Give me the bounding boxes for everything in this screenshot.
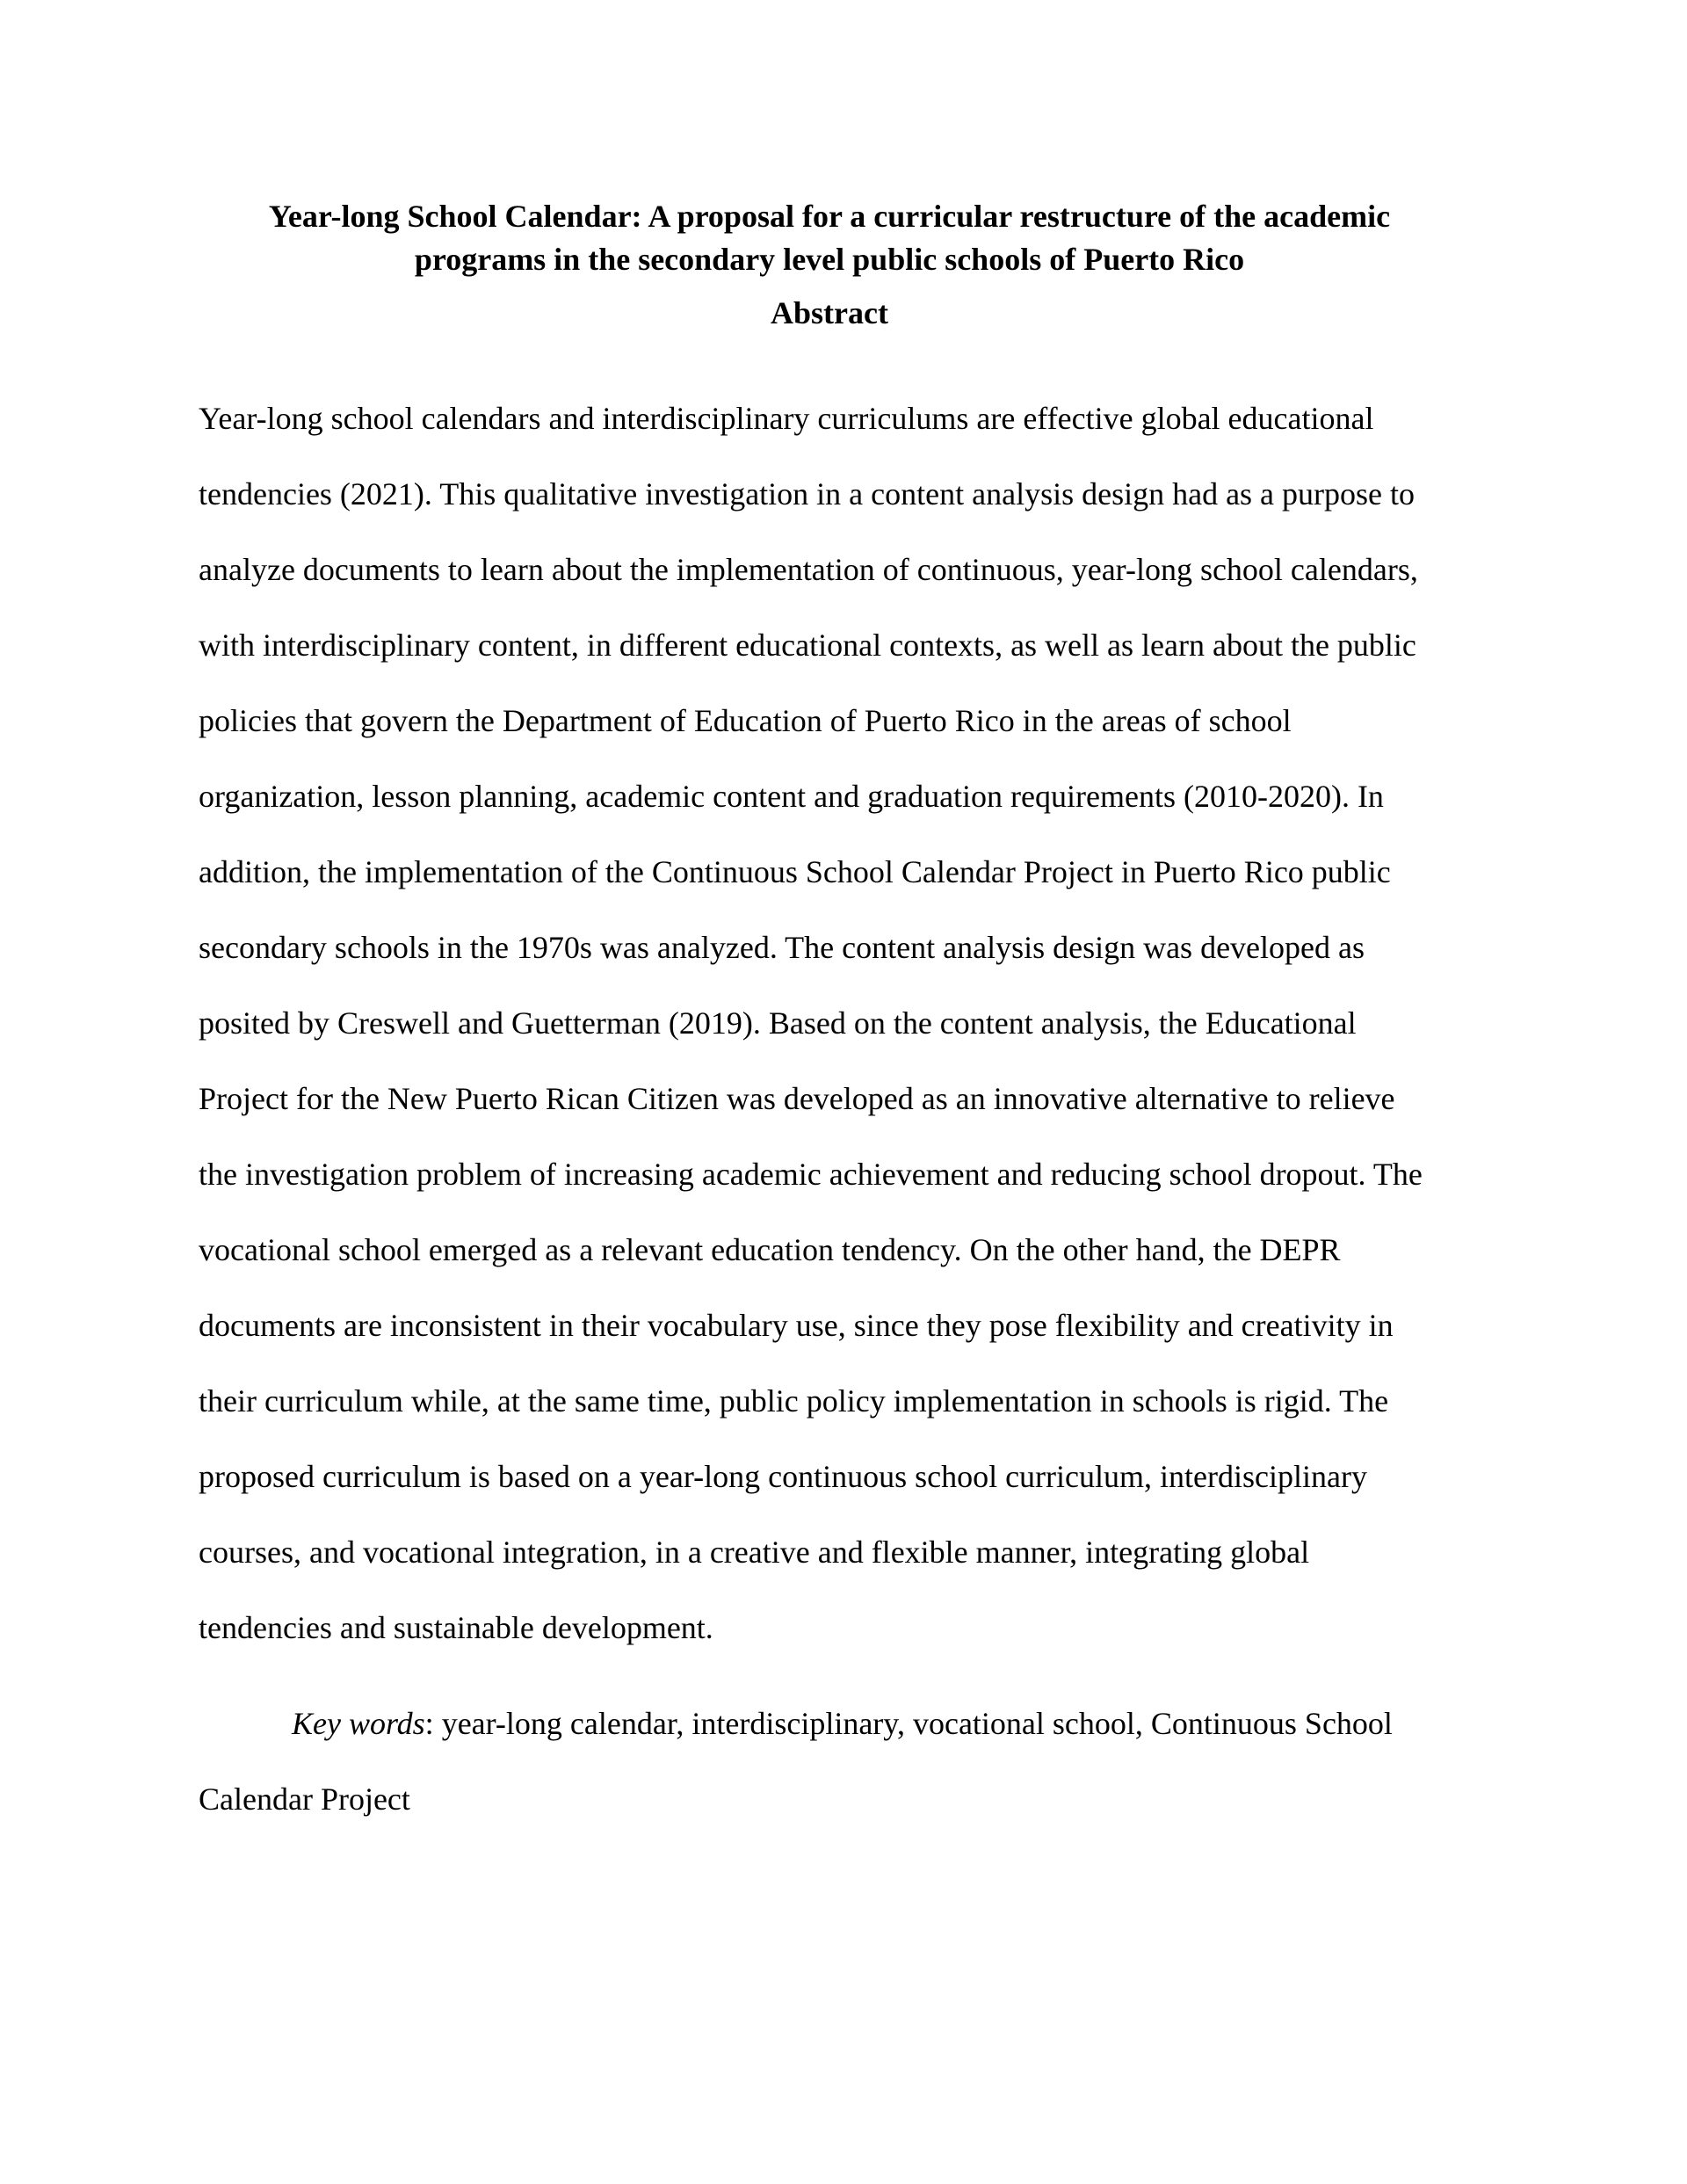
abstract-line-11: the investigation problem of increasing academic achievement and reducing school dropout. The — [199, 1157, 1423, 1192]
abstract-line-16: courses, and vocational integration, in a creative and flexible manner, integrating global — [199, 1535, 1310, 1570]
keywords-text-1: year-long calendar, interdisciplinary, vocational school, Continuous School — [433, 1706, 1393, 1741]
abstract-heading: Abstract — [771, 295, 888, 330]
abstract-line-12: vocational school emerged as a relevant education tendency. On the other hand, the DEPR — [199, 1232, 1341, 1267]
abstract-line-3: analyze documents to learn about the implementation of continuous, year-long school calendars, — [199, 552, 1418, 587]
keywords-line-1 — [292, 1702, 1393, 1745]
abstract-line-10: Project for the New Puerto Rican Citizen was developed as an innovative alternative to relieve — [199, 1081, 1395, 1116]
abstract-line-13: documents are inconsistent in their vocabulary use, since they pose flexibility and creativity in — [199, 1308, 1394, 1343]
abstract-line-8: secondary schools in the 1970s was analyzed. The content analysis design was developed as — [199, 930, 1365, 965]
title-line-2: programs in the secondary level public schools of Puerto Rico — [414, 242, 1245, 277]
abstract-line-14: their curriculum while, at the same time, public policy implementation in schools is rigid. The — [199, 1383, 1389, 1419]
abstract-line-7: addition, the implementation of the Continuous School Calendar Project in Puerto Rico public — [199, 854, 1391, 889]
abstract-line-6: organization, lesson planning, academic content and graduation requirements (2010-2020). In — [199, 779, 1384, 814]
paper-title — [193, 195, 1466, 281]
keywords-separator: : — [424, 1706, 434, 1741]
abstract-line-1: Year-long school calendars and interdisciplinary curriculums are effective global educational — [199, 401, 1374, 436]
keywords-label: Key words — [292, 1706, 425, 1741]
abstract-line-5: policies that govern the Department of Education of Puerto Rico in the areas of school — [199, 703, 1292, 738]
abstract-line-15: proposed curriculum is based on a year-long continuous school curriculum, interdisciplinary — [199, 1459, 1367, 1494]
title-line-1: Year-long School Calendar: A proposal for a curricular restructure of the academic — [268, 199, 1391, 234]
abstract-line-2: tendencies (2021). This qualitative investigation in a content analysis design had as a purpose to — [199, 476, 1415, 512]
keywords-line-2: Calendar Project — [199, 1781, 410, 1817]
abstract-line-4: with interdisciplinary content, in different educational contexts, as well as learn about the public — [199, 628, 1416, 663]
abstract-line-9: posited by Creswell and Guetterman (2019). Based on the content analysis, the Educational — [199, 1005, 1357, 1041]
abstract-line-17: tendencies and sustainable development. — [199, 1610, 713, 1645]
